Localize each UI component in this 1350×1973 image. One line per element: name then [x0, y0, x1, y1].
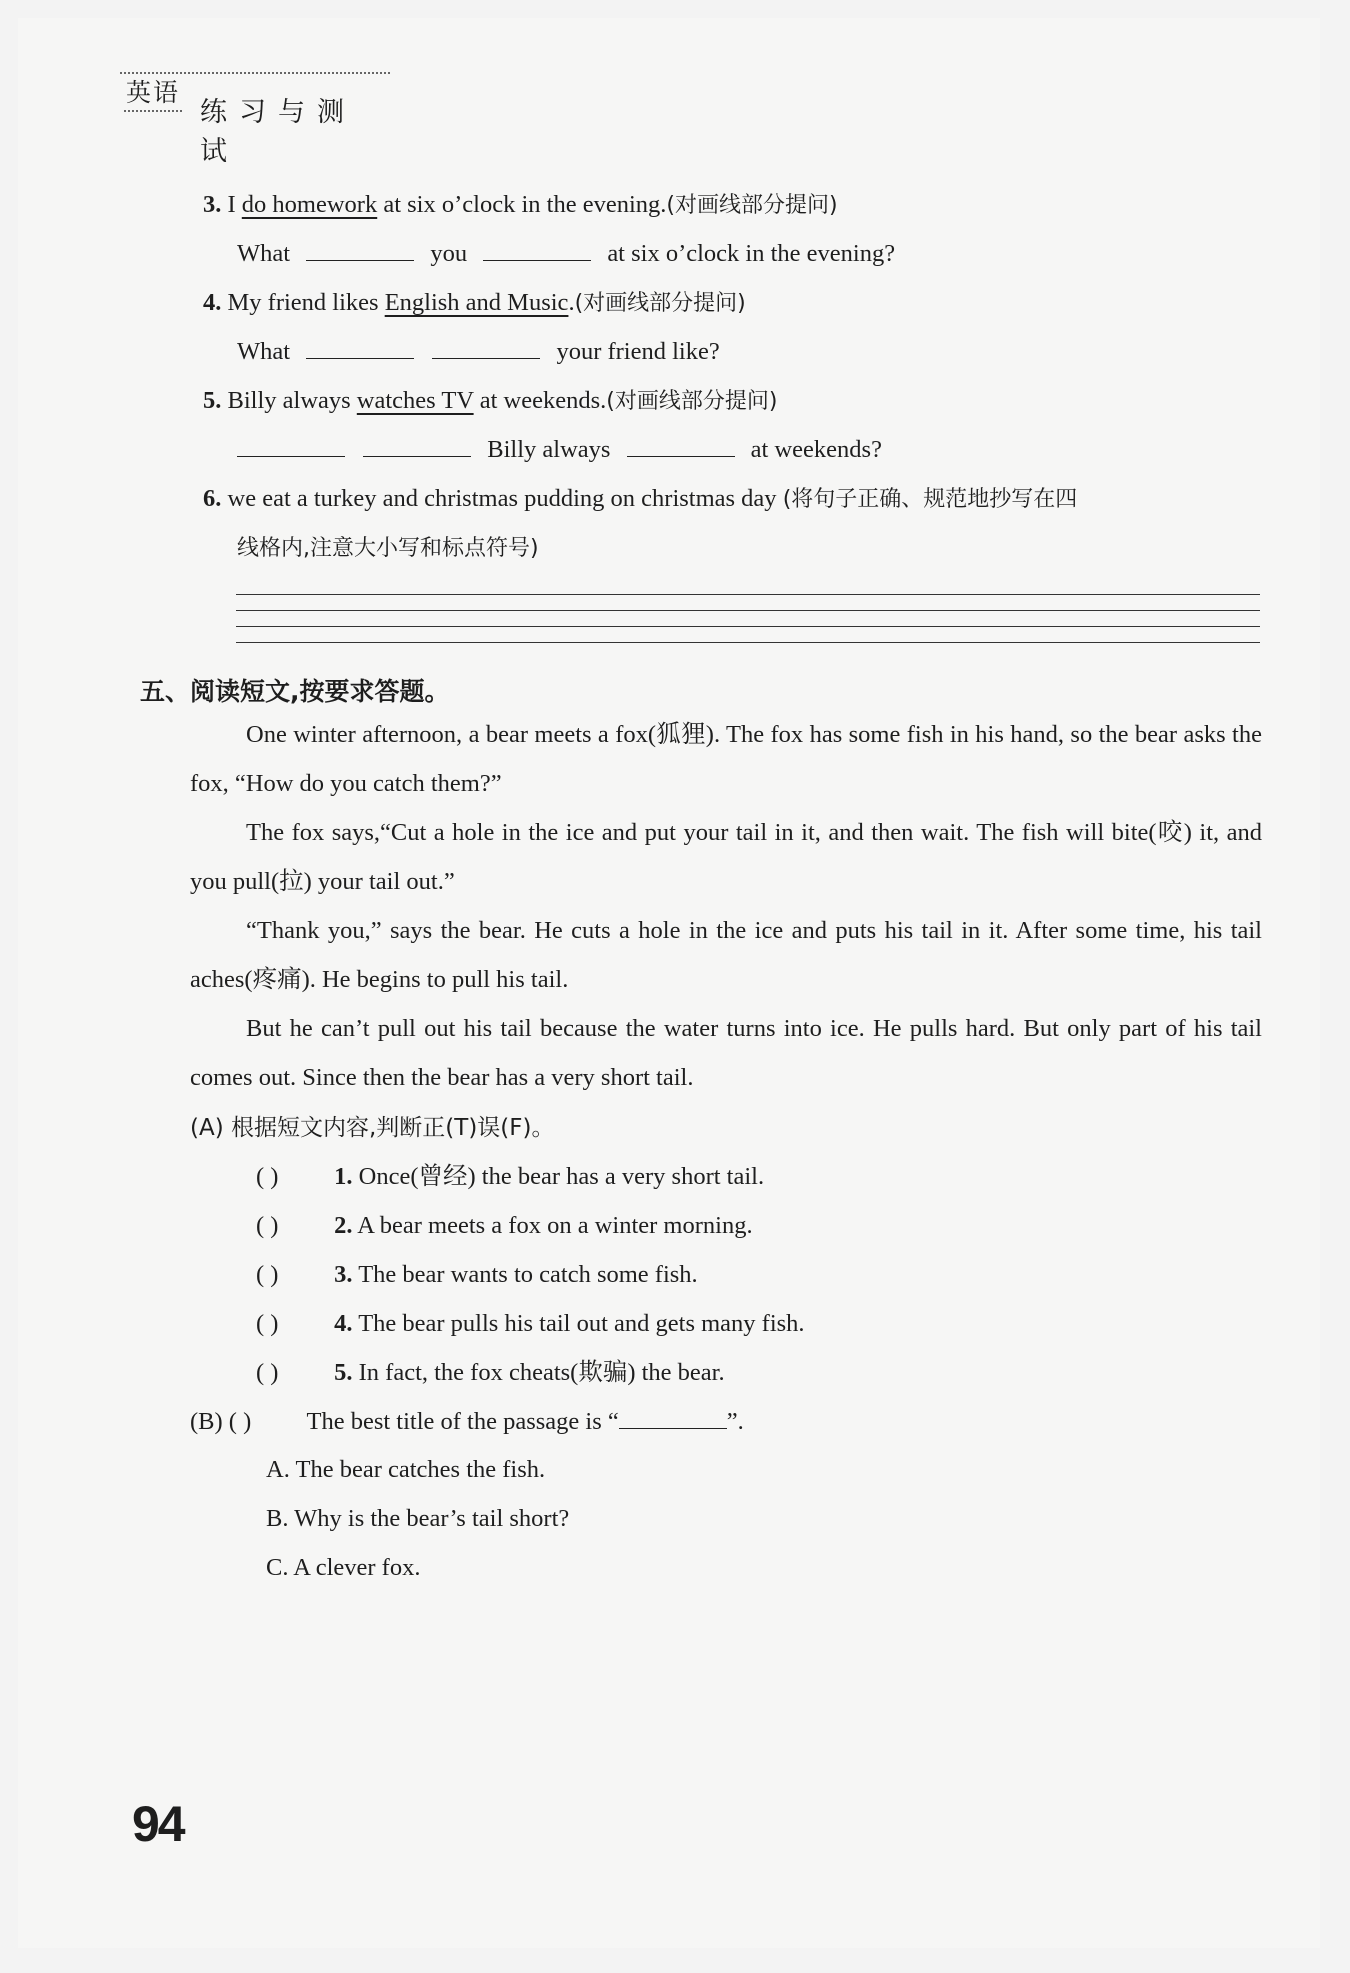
passage-paragraph: But he can’t pull out his tail because the water turns into ice. He pulls hard. But only part of his tail comes out. Since then the bear has a very short tail.: [190, 1015, 1262, 1091]
answer-parentheses[interactable]: ( ): [256, 1359, 279, 1386]
answer-parentheses[interactable]: ( ): [256, 1212, 279, 1239]
underlined-phrase: English and Music: [384, 289, 569, 316]
page-header: [120, 72, 390, 167]
tf-item-3: [256, 1260, 698, 1290]
question-text: .: [568, 289, 575, 316]
passage-paragraph: One winter afternoon, a bear meets a fox(狐狸). The fox has some fish in his hand, so the bear asks the fox, “How do you catch them?”: [190, 721, 1262, 797]
answer-5: [237, 435, 882, 465]
answer-blank[interactable]: [627, 436, 735, 457]
tf-item-5: [256, 1358, 725, 1388]
subject-dotted-rule: [124, 110, 182, 112]
item-number: 1.: [334, 1163, 353, 1190]
passage-paragraph: “Thank you,” says the bear. He cuts a hole in the ice and puts his tail in it. After some time, his tail aches(疼痛). He begins to pull his tail.: [190, 917, 1262, 993]
answer-parentheses[interactable]: ( ): [256, 1261, 279, 1288]
answer-blank[interactable]: [306, 240, 414, 261]
question-3: [203, 190, 838, 221]
underlined-phrase: watches TV: [356, 387, 474, 414]
answer-text: your friend like?: [556, 338, 720, 365]
answer-blank[interactable]: [237, 436, 345, 457]
option-c: C. A clever fox.: [266, 1554, 421, 1581]
answer-text: at six o’clock in the evening?: [607, 240, 896, 267]
series-title: 练习与测试: [200, 97, 356, 167]
question-text: Billy always: [227, 387, 357, 414]
question-text: My friend likes: [227, 289, 385, 316]
answer-parentheses[interactable]: ( ): [256, 1163, 279, 1190]
item-text: A bear meets a fox on a winter morning.: [357, 1212, 753, 1239]
answer-blank[interactable]: [363, 436, 471, 457]
question-6: [203, 484, 1077, 515]
item-number: 5.: [334, 1359, 353, 1386]
answer-blank[interactable]: [619, 1408, 727, 1429]
four-line-writing-grid[interactable]: [236, 594, 1260, 646]
item-number: 2.: [334, 1212, 353, 1239]
answer-blank[interactable]: [306, 338, 414, 359]
question-text: we eat a turkey and christmas pudding on christmas day: [227, 485, 777, 512]
answer-text: What: [237, 240, 291, 267]
answer-3: [237, 239, 895, 269]
part-a-title: [190, 1113, 554, 1143]
answer-4: [237, 337, 720, 367]
answer-text: Billy always: [487, 436, 611, 463]
page-number: 94: [132, 1796, 184, 1852]
tf-item-2: [256, 1211, 753, 1241]
tf-item-1: [256, 1162, 764, 1192]
answer-text: at weekends?: [750, 436, 882, 463]
question-number: 4.: [203, 289, 222, 316]
answer-parentheses[interactable]: ( ): [256, 1310, 279, 1337]
question-5: [203, 386, 777, 417]
question-number: 5.: [203, 387, 222, 414]
question-4: [203, 288, 746, 319]
item-text: In fact, the fox cheats(欺骗) the bear.: [358, 1359, 725, 1386]
item-text: The bear wants to catch some fish.: [358, 1261, 698, 1288]
instruction: (对画线部分提问): [666, 193, 838, 218]
question-text: at six o’clock in the evening.: [377, 191, 667, 218]
header-dotted-rule: [120, 72, 390, 74]
answer-text: What: [237, 338, 291, 365]
part-b-label: (B): [190, 1408, 223, 1435]
passage-paragraph: The fox says,“Cut a hole in the ice and put your tail in it, and then wait. The fish will bite(咬) it, and you pull(拉) your tail out.”: [190, 819, 1262, 895]
subject-label: 英语: [126, 78, 181, 107]
option-a: A. The bear catches the fish.: [266, 1456, 546, 1483]
question-number: 3.: [203, 191, 222, 218]
underlined-phrase: do homework: [241, 191, 378, 218]
question-text: ”.: [726, 1408, 744, 1435]
item-number: 3.: [334, 1261, 353, 1288]
option-b: B. Why is the bear’s tail short?: [266, 1505, 570, 1532]
tf-item-4: [256, 1309, 805, 1339]
answer-parentheses[interactable]: ( ): [228, 1408, 252, 1435]
instruction: (对画线部分提问): [574, 291, 746, 316]
part-b-question: [190, 1407, 744, 1437]
question-text: at weekends.: [473, 387, 607, 414]
question-6-instruction-cont: [237, 533, 539, 564]
item-text: Once(曾经) the bear has a very short tail.: [358, 1163, 765, 1190]
question-text: The best title of the passage is “: [306, 1408, 619, 1435]
instruction: (将句子正确、规范地抄写在四: [782, 487, 1078, 512]
question-text: I: [227, 191, 242, 218]
question-number: 6.: [203, 485, 222, 512]
item-number: 4.: [334, 1310, 353, 1337]
answer-blank[interactable]: [483, 240, 591, 261]
answer-blank[interactable]: [432, 338, 540, 359]
item-text: The bear pulls his tail out and gets many fish.: [358, 1310, 805, 1337]
answer-text: you: [430, 240, 468, 267]
section-title: 五、阅读短文,按要求答题。: [140, 677, 450, 706]
instruction: 线格内,注意大小写和标点符号): [237, 536, 539, 561]
part-a-title-text: (A) 根据短文内容,判断正(T)误(F)。: [190, 1115, 555, 1141]
instruction: (对画线部分提问): [606, 389, 778, 414]
